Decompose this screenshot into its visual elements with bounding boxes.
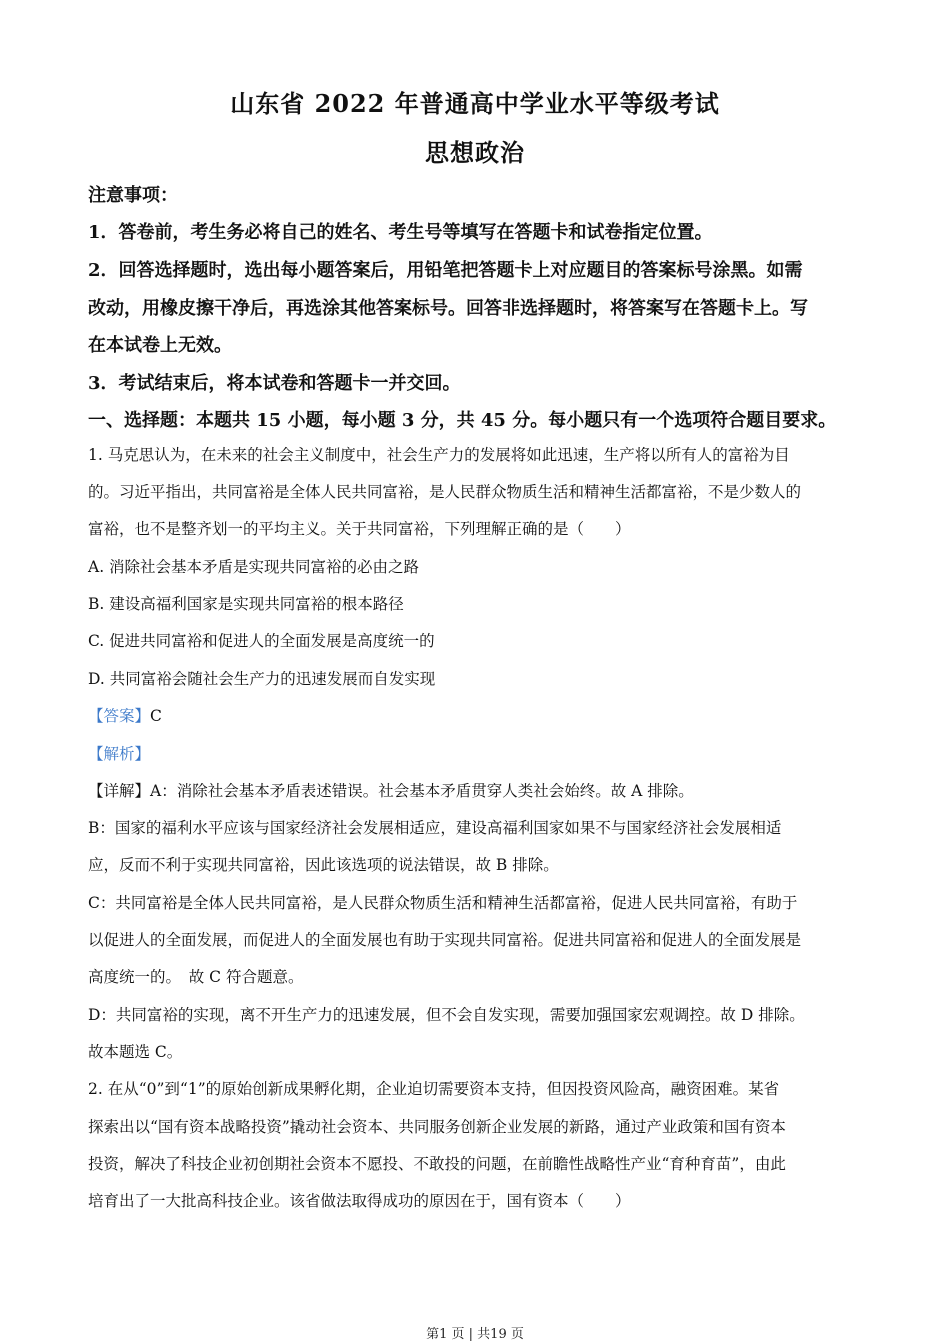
answer-value: C	[150, 707, 162, 725]
notice-item-1: 1．答卷前，考生务必将自己的姓名、考生号等填写在答题卡和试卷指定位置。	[88, 222, 713, 243]
q1-detail-c-line-1: C：共同富裕是全体人民共同富裕，是人民群众物质生活和精神生活都富裕，促进人民共同富裕，有助于	[88, 894, 798, 912]
q1-detail-b-line-2: 应，反而不利于实现共同富裕，因此该选项的说法错误，故 B 排除。	[88, 856, 559, 874]
q2-stem-line-2: 探索出以“国有资本战略投资”撬动社会资本、共同服务创新企业发展的新路，通过产业政策和国有资本	[88, 1118, 786, 1136]
notice-item-2-line-3: 在本试卷上无效。	[88, 335, 232, 356]
q1-option-b: B. 建设高福利国家是实现共同富裕的根本路径	[88, 595, 404, 613]
q1-detail-a	[88, 779, 868, 801]
q2-stem-line-3: 投资，解决了科技企业初创期社会资本不愿投、不敢投的问题，在前瞻性战略性产业“育种育苗”，由此	[88, 1155, 786, 1173]
page-footer: 第1 页 | 共19 页	[426, 1327, 524, 1342]
notice-item-2-line-2: 改动，用橡皮擦干净后，再选涂其他答案标号。回答非选择题时，将答案写在答题卡上。写	[88, 298, 808, 319]
q2-stem-line-1: 2. 在从“0”到“1”的原始创新成果孵化期，企业迫切需要资本支持，但因投资风险高，融资困难。某省	[88, 1080, 780, 1098]
detail-a-text: A：消除社会基本矛盾表述错误。社会基本矛盾贯穿人类社会始终。故 A 排除。	[150, 782, 694, 800]
q1-option-d: D. 共同富裕会随社会生产力的迅速发展而自发实现	[88, 670, 436, 688]
subject-title: 思想政治	[425, 138, 525, 167]
q1-stem-line-2: 的。习近平指出，共同富裕是全体人民共同富裕，是人民群众物质生活和精神生活都富裕，不是少数人的	[88, 483, 802, 501]
answer-label: 【答案】	[88, 707, 151, 725]
q1-conclusion: 故本题选 C。	[88, 1043, 183, 1061]
notice-heading: 注意事项：	[88, 185, 178, 206]
q1-detail-c-line-2: 以促进人的全面发展，而促进人的全面发展也有助于实现共同富裕。促进共同富裕和促进人的全面发展是	[88, 931, 802, 949]
detail-label: 【详解】	[88, 782, 151, 800]
q1-option-c: C. 促进共同富裕和促进人的全面发展是高度统一的	[88, 632, 435, 650]
exam-title: 山东省 2022 年普通高中学业水平等级考试	[230, 89, 720, 118]
q1-detail-d: D：共同富裕的实现，离不开生产力的迅速发展，但不会自发实现，需要加强国家宏观调控。故 D 排除。	[88, 1006, 805, 1024]
analysis-label: 【解析】	[88, 745, 151, 763]
notice-item-2-line-1: 2．回答选择题时，选出每小题答案后，用铅笔把答题卡上对应题目的答案标号涂黑。如需	[88, 260, 803, 281]
q1-detail-c-line-3: 高度统一的。 故 C 符合题意。	[88, 968, 304, 986]
section-heading: 一、选择题：本题共 15 小题，每小题 3 分，共 45 分。每小题只有一个选项符合题目要求。	[88, 410, 837, 431]
q2-stem-line-4: 培育出了一大批高科技企业。该省做法取得成功的原因在于，国有资本（ ）	[88, 1192, 631, 1210]
q1-option-a: A. 消除社会基本矛盾是实现共同富裕的必由之路	[88, 558, 420, 576]
q1-stem-line-3: 富裕，也不是整齐划一的平均主义。关于共同富裕，下列理解正确的是（ ）	[88, 520, 631, 538]
notice-item-3: 3．考试结束后，将本试卷和答题卡一并交回。	[88, 373, 461, 394]
q1-answer	[88, 704, 868, 726]
q1-stem-line-1: 1. 马克思认为，在未来的社会主义制度中，社会生产力的发展将如此迅速，生产将以所有人的富裕为目	[88, 446, 790, 464]
q1-detail-b-line-1: B：国家的福利水平应该与国家经济社会发展相适应，建设高福利国家如果不与国家经济社会发展相适	[88, 819, 782, 837]
